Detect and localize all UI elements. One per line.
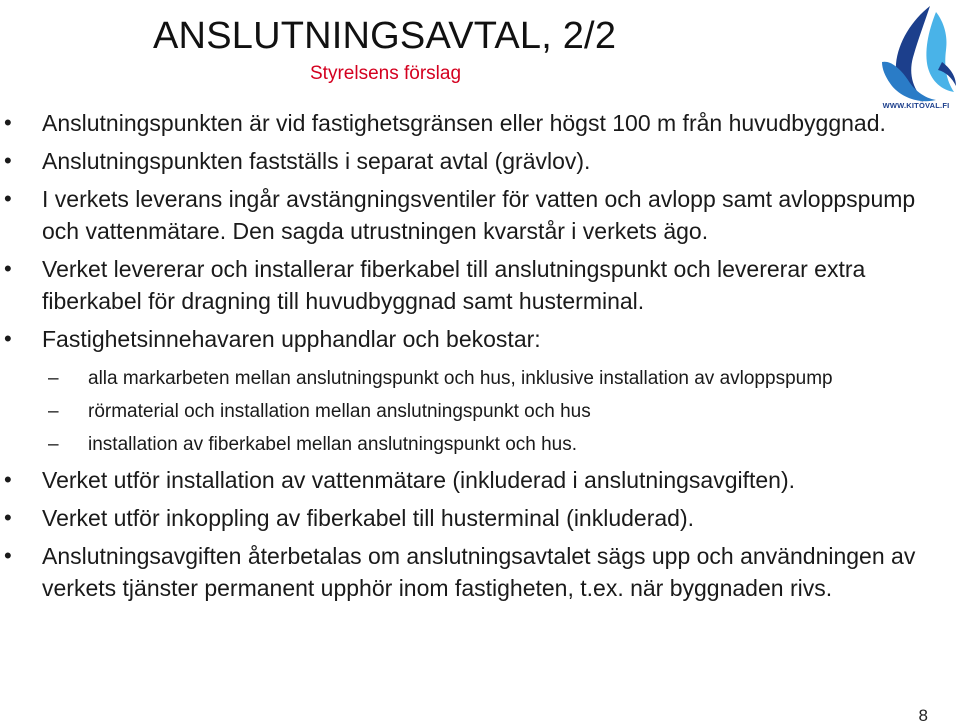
- sub-bullet-text: installation av fiberkabel mellan anslutningspunkt och hus.: [88, 434, 578, 455]
- kitoval-logo-icon: [872, 2, 958, 110]
- bullet-text: Verket utför installation av vattenmätare (inkluderad i anslutningsavgiften).: [42, 467, 796, 493]
- bullet-text: Fastighetsinnehavaren upphandlar och bekostar:: [42, 326, 541, 352]
- slide-subtitle: Styrelsens förslag: [310, 63, 462, 84]
- bullet-dot-icon: •: [4, 467, 12, 492]
- bullet-text: Anslutningspunkten fastställs i separat avtal (grävlov).: [42, 148, 591, 174]
- sub-bullet-text: alla markarbeten mellan anslutningspunkt och hus, inklusive installation av avloppspump: [88, 368, 833, 389]
- sub-bullet-dash-icon: –: [48, 401, 59, 422]
- bullet-item: [0, 323, 930, 355]
- bullet-text: I verkets leverans ingår avstängningsventiler för vatten och avlopp samt avloppspump och vattenmätare. Den sagda utrustningen kvarstår i verkets ägo.: [42, 186, 916, 244]
- bullet-dot-icon: •: [4, 110, 12, 135]
- logo-text: WWW.KITÖVAL.FI: [882, 101, 950, 110]
- sub-bullet-dash-icon: –: [48, 434, 59, 455]
- bullet-dot-icon: •: [4, 326, 12, 351]
- bullet-item: [0, 540, 930, 604]
- bullet-dot-icon: •: [4, 543, 12, 568]
- bullet-item: [0, 107, 930, 139]
- bullet-dot-icon: •: [4, 186, 12, 211]
- bullet-list: [0, 107, 930, 610]
- sub-bullet-item: [0, 365, 930, 393]
- bullet-text: Anslutningsavgiften återbetalas om anslutningsavtalet sägs upp och användningen av verkets tjänster permanent upphör inom fastigheten, t.ex. när byggnaden rivs.: [42, 543, 916, 601]
- bullet-text: Verket utför inkoppling av fiberkabel till husterminal (inkluderad).: [42, 505, 694, 531]
- bullet-dot-icon: •: [4, 148, 12, 173]
- bullet-item: [0, 464, 930, 496]
- sub-bullet-item: [0, 398, 930, 426]
- bullet-text: Anslutningspunkten är vid fastighetsgränsen eller högst 100 m från huvudbyggnad.: [42, 110, 886, 136]
- sub-bullet-item: [0, 431, 930, 459]
- bullet-item: [0, 183, 930, 247]
- bullet-item: [0, 502, 930, 534]
- bullet-item: [0, 253, 930, 317]
- sub-bullet-text: rörmaterial och installation mellan anslutningspunkt och hus: [88, 401, 591, 422]
- sub-bullet-dash-icon: –: [48, 368, 59, 389]
- bullet-item: [0, 145, 930, 177]
- bullet-dot-icon: •: [4, 505, 12, 530]
- bullet-text: Verket levererar och installerar fiberkabel till anslutningspunkt och levererar extra fiberkabel för dragning till huvudbyggnad samt husterminal.: [42, 256, 866, 314]
- slide-title: ANSLUTNINGSAVTAL, 2/2: [153, 15, 617, 57]
- bullet-dot-icon: •: [4, 256, 12, 281]
- page-number: 8: [918, 706, 928, 725]
